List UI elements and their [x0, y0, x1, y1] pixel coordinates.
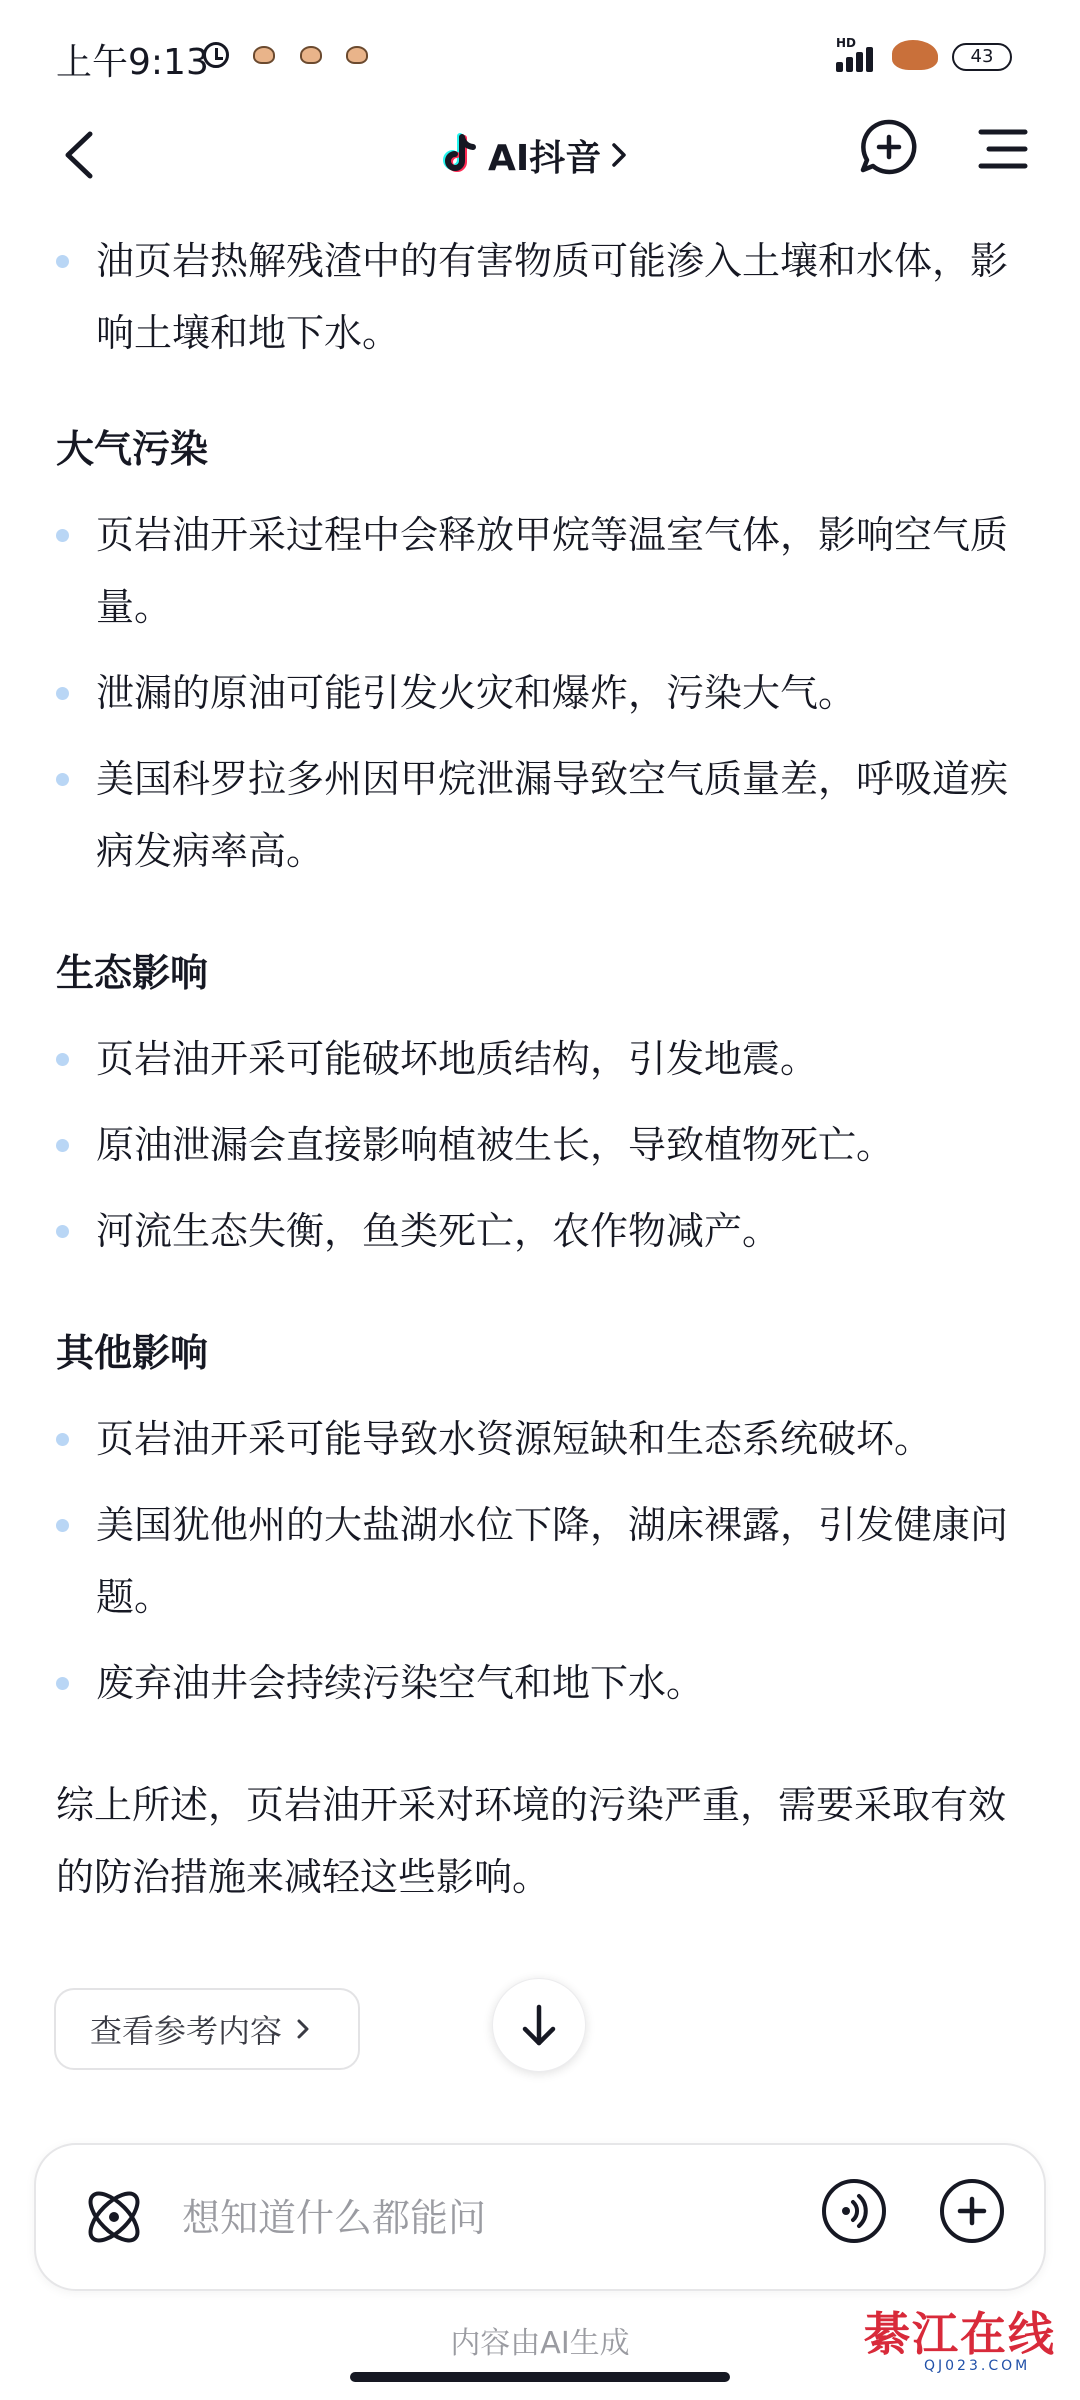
answer-section: [56, 419, 1026, 887]
signal-icon: [836, 42, 880, 72]
section-heading: 大气污染: [56, 427, 209, 471]
status-mascot-icon: [892, 40, 938, 70]
notification-app-icon: [346, 46, 368, 64]
list-item-text: 页岩油开采过程中会释放甲烷等温室气体，影响空气质量。: [96, 513, 1009, 629]
view-references-label: 查看参考内容: [90, 2012, 283, 2050]
list-item-text: 页岩油开采可能破坏地质结构，引发地震。: [96, 1037, 819, 1081]
alarm-clock-icon: [203, 42, 229, 68]
notification-app-icon: [253, 46, 275, 64]
list-item: [56, 1195, 1026, 1267]
status-time: 上午9:13: [56, 42, 209, 83]
list-item-text: 美国犹他州的大盐湖水位下降，湖床裸露，引发健康问题。: [96, 1503, 1009, 1619]
network-type-label: HD: [836, 36, 857, 50]
bullet-icon: [56, 773, 69, 786]
arrow-down-icon: [493, 1979, 585, 2071]
bullet-icon: [56, 1677, 69, 1690]
list-item-text: 油页岩热解残渣中的有害物质可能渗入土壤和水体，影响土壤和地下水。: [96, 239, 1009, 355]
chevron-right-icon: [611, 141, 627, 169]
bullet-icon: [56, 1225, 69, 1238]
new-chat-button[interactable]: [858, 116, 920, 182]
list-item-text: 泄漏的原油可能引发火灾和爆炸，污染大气。: [96, 671, 857, 715]
list-item: [56, 225, 1026, 369]
chat-input[interactable]: [180, 2189, 824, 2247]
list-item: [56, 1403, 1026, 1475]
list-item: [56, 1109, 1026, 1181]
page-title: AI抖音: [488, 137, 602, 179]
section-heading: 其他影响: [56, 1331, 209, 1375]
add-attachment-button[interactable]: [940, 2179, 1004, 2243]
notification-app-icon: [300, 46, 322, 64]
answer-section: [56, 1323, 1026, 1719]
hamburger-menu-icon: [975, 124, 1031, 174]
bullet-icon: [56, 1433, 69, 1446]
answer-section: [56, 943, 1026, 1267]
list-item: [56, 657, 1026, 729]
list-item: [56, 1489, 1026, 1633]
scroll-to-bottom-button[interactable]: [492, 1978, 586, 2072]
chevron-right-icon: [296, 2017, 310, 2041]
plus-icon: [944, 2183, 1000, 2239]
menu-button[interactable]: [975, 124, 1031, 174]
chat-input-bar: [34, 2143, 1046, 2291]
site-watermark: [864, 2298, 1064, 2378]
voice-wave-icon: [826, 2183, 882, 2239]
tiktok-logo-icon: [440, 133, 480, 177]
answer-content: [56, 225, 1026, 1913]
ai-assistant-icon[interactable]: [76, 2179, 152, 2255]
bullet-icon: [56, 1053, 69, 1066]
title-button[interactable]: [440, 128, 627, 182]
list-item-text: 废弃油井会持续污染空气和地下水。: [96, 1661, 705, 1705]
list-item: [56, 1647, 1026, 1719]
summary-paragraph: 综上所述，页岩油开采对环境的污染严重，需要采取有效的防治措施来减轻这些影响。: [56, 1783, 1007, 1899]
answer-section: [56, 225, 1026, 369]
bullet-icon: [56, 529, 69, 542]
bullet-icon: [56, 687, 69, 700]
list-item: [56, 499, 1026, 643]
home-indicator[interactable]: [350, 2372, 730, 2382]
list-item: [56, 743, 1026, 887]
list-item-text: 美国科罗拉多州因甲烷泄漏导致空气质量差，呼吸道疾病发病率高。: [96, 757, 1009, 873]
watermark-main-text: 綦江在线: [864, 2307, 1056, 2361]
section-heading: 生态影响: [56, 951, 209, 995]
list-item-text: 原油泄漏会直接影响植被生长，导致植物死亡。: [96, 1123, 895, 1167]
bullet-icon: [56, 1519, 69, 1532]
chevron-left-icon: [54, 122, 114, 188]
list-item: [56, 1023, 1026, 1095]
top-nav: [0, 110, 1080, 200]
bullet-icon: [56, 255, 69, 268]
status-bar: [0, 0, 1080, 110]
bullet-icon: [56, 1139, 69, 1152]
voice-input-button[interactable]: [822, 2179, 886, 2243]
new-chat-icon: [858, 116, 920, 182]
ai-disclaimer: 内容由AI生成: [450, 2326, 630, 2361]
watermark-sub-text: QJ023.COM: [924, 2358, 1031, 2374]
list-item-text: 河流生态失衡，鱼类死亡，农作物减产。: [96, 1209, 781, 1253]
back-button[interactable]: [54, 122, 114, 188]
view-references-button[interactable]: [54, 1988, 360, 2070]
battery-icon: 43: [952, 43, 1012, 71]
list-item-text: 页岩油开采可能导致水资源短缺和生态系统破坏。: [96, 1417, 933, 1461]
